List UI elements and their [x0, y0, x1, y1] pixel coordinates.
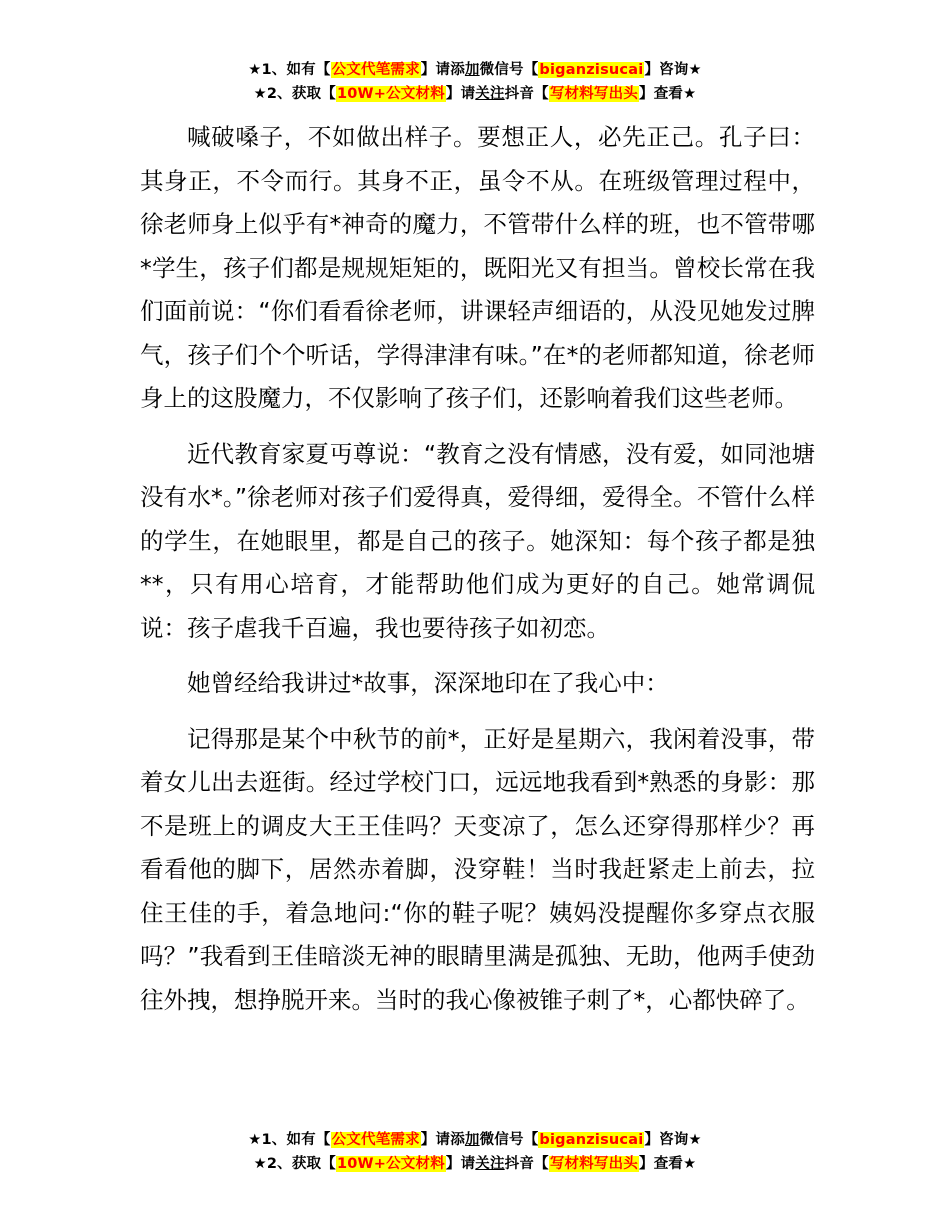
- banner-highlight-wechat-id: biganzisucai: [539, 1132, 644, 1148]
- footer-banner: [0, 1128, 950, 1176]
- banner-highlight-wechat-id: biganzisucai: [539, 62, 644, 78]
- document-body: [140, 116, 815, 1034]
- banner-highlight-douyin: 写材料写出头: [549, 86, 639, 102]
- banner-highlight-materials: 10W+公文材料: [336, 86, 445, 102]
- paragraph: 她曾经给我讲过*故事，深深地印在了我心中：: [187, 669, 669, 697]
- banner-highlight-service: 公文代笔需求: [331, 62, 420, 78]
- banner-highlight-materials: 10W+公文材料: [336, 1156, 445, 1172]
- paragraph: 近代教育家夏丏尊说：“教育之没有情感，没有爱，如同池塘没有水*。”徐老师对孩子们爱得真，爱得细，爱得全。不管什么样的学生，在她眼里，都是自己的孩子。她深知：每个孩子都是独**，只有用心培育，才能帮助他们成为更好的自己。她常调侃说：孩子虐我千百遍，我也要待孩子如初恋。: [140, 439, 815, 642]
- banner-line-2: ★2、获取【10W+公文材料】请关注抖音【写材料写出头】查看★: [253, 86, 697, 102]
- paragraph: 喊破嗓子，不如做出样子。要想正人，必先正己。孔子曰：其身正，不令而行。其身不正，虽令不从。在班级管理过程中，徐老师身上似乎有*神奇的魔力，不管带什么样的班，也不管带哪*学生，孩子们都是规规矩矩的，既阳光又有担当。曾校长常在我们面前说：“你们看看徐老师，讲课轻声细语的，从没见她发过脾气，孩子们个个听话，学得津津有味。”在*的老师都知道，徐老师身上的这股魔力，不仅影响了孩子们，还影响着我们这些老师。: [140, 123, 815, 412]
- banner-line-1: ★1、如有【公文代笔需求】请添加微信号【biganzisucai】咨询★: [248, 62, 702, 78]
- banner-highlight-service: 公文代笔需求: [331, 1132, 420, 1148]
- banner-highlight-douyin: 写材料写出头: [549, 1156, 639, 1172]
- banner-line-2: ★2、获取【10W+公文材料】请关注抖音【写材料写出头】查看★: [253, 1156, 697, 1172]
- paragraph: 记得那是某个中秋节的前*，正好是星期六，我闲着没事，带着女儿出去逛街。经过学校门口，远远地我看到*熟悉的身影：那不是班上的调皮大王王佳吗？天变凉了，怎么还穿得那样少？再看看他的脚下，居然赤着脚，没穿鞋！当时我赶紧走上前去，拉住王佳的手，着急地问:“你的鞋子呢？姨妈没提醒你多穿点衣服吗？”我看到王佳暗淡无神的眼睛里满是孤独、无助，他两手使劲往外拽，想挣脱开来。当时的我心像被锥子刺了*，心都快碎了。: [140, 724, 815, 1014]
- banner-line-1: ★1、如有【公文代笔需求】请添加微信号【biganzisucai】咨询★: [248, 1132, 702, 1148]
- header-banner: [0, 58, 950, 106]
